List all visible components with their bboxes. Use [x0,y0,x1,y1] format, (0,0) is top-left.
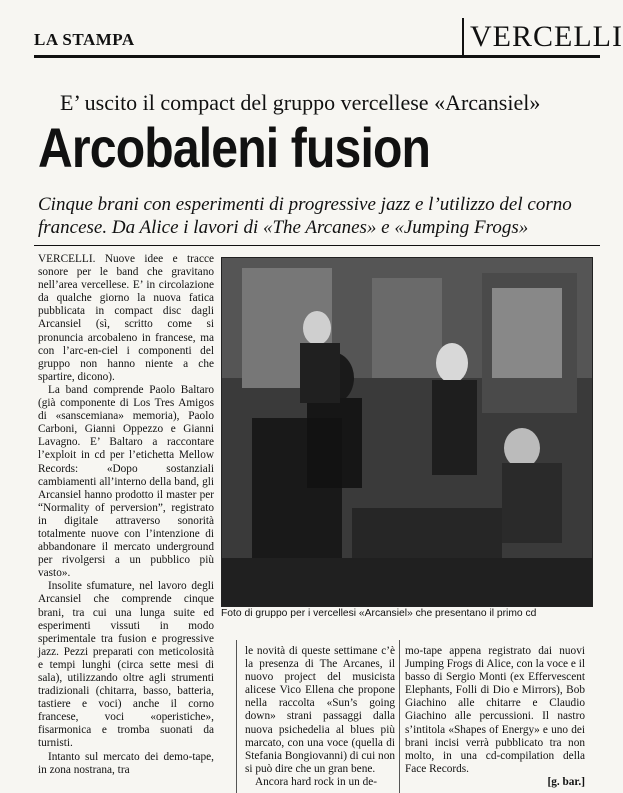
article-column-1 [38,253,214,791]
photo-caption: Foto di gruppo per i vercellesi «Arcansiel» che presentano il primo cd [221,608,537,619]
masthead-divider [462,18,464,58]
article-column-3 [405,645,585,793]
article-headline: Arcobaleni fusion [38,116,431,179]
article-deck: Cinque brani con esperimenti di progressive jazz e l’utilizzo del corno francese. Da Alice i lavori di «The Arcanes» e «Jumping Frogs» [38,194,572,238]
author-signature: [g. bar.] [547,775,585,788]
section-city: VERCELLI [470,20,623,53]
article-kicker: E’ uscito il compact del gruppo vercellese «Arcansiel» [60,90,541,115]
paragraph: Ancora hard rock in un de- [255,775,378,788]
paragraph: Insolite sfumature, nel lavoro degli Arcansiel che comprende cinque brani, tra cui una lunga suite ed esperimenti vissuti in modo sperimentale tra fusion e progressive jazz. Pezzi preparati con meticolosità e tempi lunghi (circa sette mesi di sala), utilizzando oltre agli strumenti tradizionali (chitarra, basso, batteria, tastiere e voci) anche il corno francese, voci «operistiche», fisarmonica e tromba suonati da turnisti. [38,580,214,750]
band-photo [221,257,593,607]
photo-illustration [222,258,592,606]
paragraph: VERCELLI. Nuove idee e tracce sonore per le band che gravitano nell’area vercellese. E’ in circolazione da qualche giorno la nuova fatica pubblicata in compact disc dagli Arcansiel (sì, scritto come si pronuncia arcobaleno in francese, ma con l’arc-en-ciel i componenti del gruppo non hanno niente a che spartire, dicono). [38,253,214,383]
paragraph: le novità di queste settimane c’è la presenza di The Arcanes, il nuovo project del musicista alicese Vico Ellena che propone nella raccolta «Sun’s going down» strani passaggi dalla nuova psichedelia al blues più marcato, con una voce (quella di Stefania Bongiovanni) di cui non si può dire che un gran bene. [245,645,395,775]
paragraph: mo-tape appena registrato dai nuovi Jumping Frogs di Alice, con la voce e il basso di Sergio Monti (ex Effervescent Elephants, Folli di Dio e Mirrors), Bob Giachino alle chitarre e Claudio Giachino alle percussioni. Il nastro s’intitola «Shapes of Energy» e uno dei brani incisi verrà pubblicato tra non molto, in una cd-compilation della Face Records. [405,645,585,775]
paragraph: La band comprende Paolo Baltaro (già componente di Los Tres Amigos di «sanscemiana» memoria), Paolo Carboni, Gianni Oppezzo e Gianni Lavagno. E’ Baltaro a raccontare l’exploit in cd per l’etichetta Mellow Records: «Dopo sostanziali cambiamenti all’interno della band, gli Arcansiel hanno prodotto il master per “Normality of perversion”, registrato in digitale attraverso sonorità totalmente nuove con l’intenzione di abbandonare il mercato underground per rivolgersi a un pubblico più vasto». [38,383,214,580]
column-rule [236,640,237,793]
masthead-rule [34,55,600,58]
article-column-2 [245,645,395,793]
column-rule [399,640,400,793]
paragraph: Intanto sul mercato dei demo-tape, in zona nostrana, tra [38,750,214,776]
deck-rule [34,245,600,246]
newspaper-name: LA STAMPA [34,30,135,49]
